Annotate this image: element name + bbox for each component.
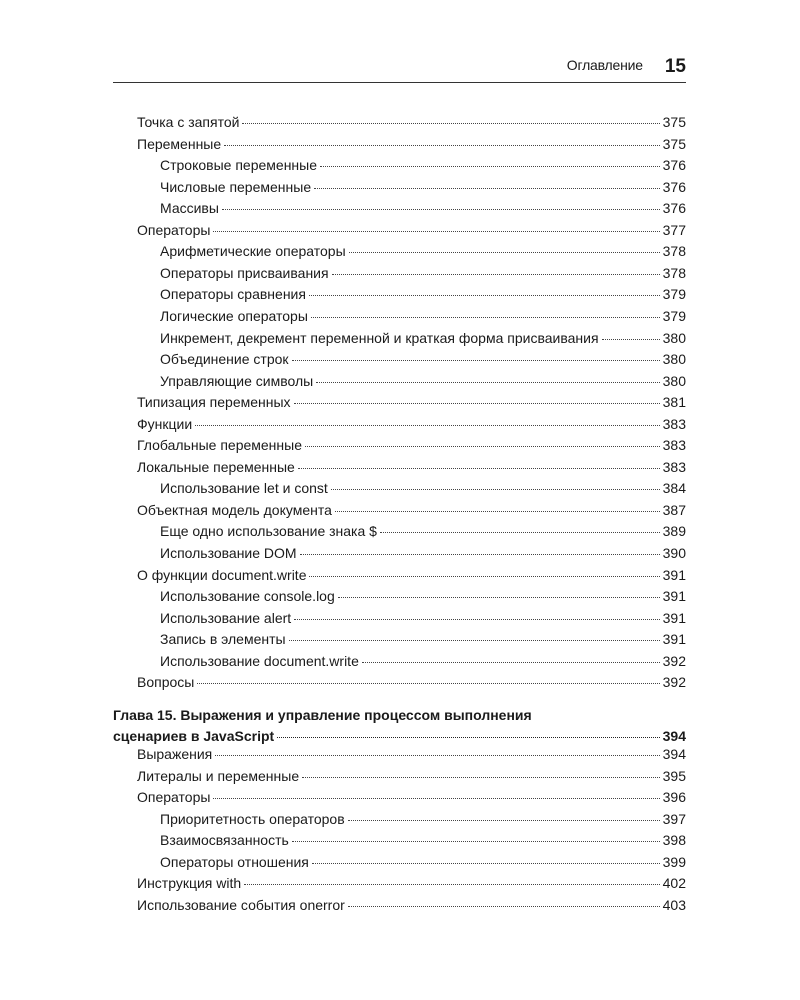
toc-entry <box>137 744 686 765</box>
dot-leader <box>316 382 659 383</box>
toc-entry-page: 392 <box>662 674 686 691</box>
toc-entry-title: Взаимосвязанность <box>160 832 289 849</box>
dot-leader <box>314 188 660 189</box>
dot-leader <box>305 446 660 447</box>
toc-entry <box>137 435 686 456</box>
dot-leader <box>215 755 659 756</box>
dot-leader <box>332 274 660 275</box>
toc-entry-title: Выражения <box>137 746 213 762</box>
dot-leader <box>294 403 660 404</box>
toc-entry-page: 383 <box>662 437 686 454</box>
toc-entry-page: 375 <box>662 114 686 130</box>
toc-entry-title: Использование DOM <box>160 545 297 561</box>
toc-entry-title: Запись в элементы <box>160 631 286 648</box>
toc-entry-page: 379 <box>662 286 686 303</box>
toc-entry-title: Объединение строк <box>160 351 289 368</box>
dot-leader <box>244 884 659 885</box>
dot-leader <box>292 841 660 842</box>
toc-entry-title: Использование console.log <box>160 588 335 605</box>
toc-entry-page: 395 <box>662 767 686 784</box>
toc-entry <box>137 787 686 808</box>
toc-entry-title: Использование document.write <box>160 652 359 669</box>
header-rule <box>113 82 686 83</box>
dot-leader <box>602 339 660 340</box>
dot-leader <box>338 597 660 598</box>
toc-entry <box>137 565 686 586</box>
toc-entry-title: Использование события onerror <box>137 896 345 913</box>
toc-entry-title: Управляющие символы <box>160 372 314 389</box>
toc-entry <box>160 349 686 370</box>
toc-entry-title: Типизация переменных <box>137 394 291 411</box>
toc-entry-title: Операторы <box>137 221 211 238</box>
toc-entry <box>160 586 686 607</box>
toc-entry-title: Инкремент, декремент переменной и краткая форма присваивания <box>160 329 599 346</box>
toc-entry-page: 380 <box>662 329 686 346</box>
page-number: 15 <box>664 56 686 77</box>
dot-leader <box>362 662 660 663</box>
toc-entry-title: сценариев в JavaScript <box>113 728 275 744</box>
toc-entry-title: Использование alert <box>160 609 292 626</box>
toc-entry-title: Вопросы <box>137 674 195 691</box>
toc-entry-title: Массивы <box>160 200 219 217</box>
toc-entry-title: Объектная модель документа <box>137 501 332 518</box>
dot-leader <box>197 683 659 684</box>
dot-leader <box>222 209 660 210</box>
dot-leader <box>294 619 659 620</box>
toc-entry-title: Локальные переменные <box>137 458 295 475</box>
toc-entry-page: 391 <box>662 588 686 605</box>
dot-leader <box>302 777 660 778</box>
toc-entry <box>137 414 686 435</box>
toc-entry-title: Приоритетность операторов <box>160 810 345 827</box>
dot-leader <box>309 295 660 296</box>
dot-leader <box>298 468 660 469</box>
toc-entry-title: Использование let и const <box>160 480 328 497</box>
toc-entry <box>137 672 686 693</box>
toc-entry-page: 379 <box>662 307 686 324</box>
dot-leader <box>331 489 660 490</box>
toc-entry-page: 398 <box>662 832 686 849</box>
toc-entry <box>160 629 686 650</box>
toc-entry <box>160 263 686 284</box>
toc-entry-title: Глобальные переменные <box>137 437 302 454</box>
toc-entry <box>160 852 686 873</box>
toc-entry-page: 380 <box>662 372 686 389</box>
toc-entry-page: 403 <box>662 896 686 913</box>
dot-leader <box>349 252 660 253</box>
toc-entry-page: 396 <box>662 789 686 806</box>
toc-entry-title: Строковые переменные <box>160 157 318 174</box>
toc-entry-title: Литералы и переменные <box>137 767 300 784</box>
toc-entry-title: Операторы <box>137 789 211 806</box>
toc-entry <box>137 134 686 155</box>
toc-entry-page: 402 <box>662 875 686 892</box>
toc-entry-page: 392 <box>662 652 686 669</box>
toc-entry <box>160 306 686 327</box>
dot-leader <box>292 360 660 361</box>
toc-entry <box>160 198 686 219</box>
toc-entry-title: Логические операторы <box>160 307 308 324</box>
toc-entry-page: 383 <box>662 458 686 475</box>
toc-entry <box>160 155 686 176</box>
toc-entry-title: Точка с запятой <box>137 114 240 130</box>
toc-entry-page: 391 <box>662 631 686 648</box>
toc-entry <box>137 457 686 478</box>
toc-entry-page: 378 <box>662 264 686 281</box>
toc-entry-page: 389 <box>662 523 686 540</box>
dot-leader <box>348 820 660 821</box>
toc-entry <box>137 766 686 787</box>
toc-entry-page: 381 <box>662 394 686 411</box>
toc-entry <box>137 112 686 133</box>
toc-entry <box>160 543 686 564</box>
dot-leader <box>300 554 660 555</box>
toc-entry-page: 391 <box>662 566 686 583</box>
dot-leader <box>348 906 660 907</box>
dot-leader <box>195 425 659 426</box>
toc-entry-title: Числовые переменные <box>160 178 312 195</box>
toc-entry <box>160 478 686 499</box>
toc-entry-title: Арифметические операторы <box>160 243 346 260</box>
dot-leader <box>312 863 660 864</box>
dot-leader <box>224 145 659 146</box>
dot-leader <box>213 798 659 799</box>
dot-leader <box>309 576 659 577</box>
chapter-title: Глава 15. Выражения и управление процессом выполнения <box>113 707 532 723</box>
dot-leader <box>213 231 659 232</box>
toc-entry <box>160 521 686 542</box>
running-head-section: Оглавление <box>566 57 643 73</box>
dot-leader <box>335 511 660 512</box>
toc-entry-title: Инструкция with <box>137 875 242 892</box>
toc-entry-page: 384 <box>662 480 686 497</box>
toc-entry-page: 383 <box>662 415 686 432</box>
toc-entry <box>160 177 686 198</box>
toc-entry-page: 380 <box>662 351 686 368</box>
toc-entry-title: Операторы отношения <box>160 853 309 870</box>
toc-entry-page: 394 <box>662 746 686 762</box>
toc-entry-page: 391 <box>662 609 686 626</box>
toc-entry-page: 375 <box>662 135 686 152</box>
toc-entry-page: 378 <box>662 243 686 260</box>
toc-entry-title: Функции <box>137 415 193 432</box>
toc-entry-page: 399 <box>662 853 686 870</box>
running-head <box>113 56 686 82</box>
toc-entry-page: 376 <box>662 178 686 195</box>
toc-entry <box>137 220 686 241</box>
toc-entry <box>160 608 686 629</box>
toc-entry <box>137 873 686 894</box>
toc-entry <box>137 392 686 413</box>
dot-leader <box>242 123 659 124</box>
toc-entry <box>160 371 686 392</box>
toc-entry <box>137 500 686 521</box>
toc-entry-page: 376 <box>662 200 686 217</box>
toc-entry-page: 397 <box>662 810 686 827</box>
toc-entry-title: Операторы присваивания <box>160 264 329 281</box>
toc-entry-page: 377 <box>662 221 686 238</box>
dot-leader <box>320 166 660 167</box>
toc-entry <box>137 895 686 916</box>
toc-entry-page: 387 <box>662 501 686 518</box>
toc-entry-title: О функции document.write <box>137 566 307 583</box>
toc-entry-page: 394 <box>662 728 686 744</box>
toc-entry <box>160 328 686 349</box>
toc-entry-title: Операторы сравнения <box>160 286 306 303</box>
toc-entry-title: Еще одно использование знака $ <box>160 523 377 540</box>
toc-entry <box>160 284 686 305</box>
toc-entry-page: 390 <box>662 545 686 561</box>
toc-entry <box>160 809 686 830</box>
dot-leader <box>311 317 660 318</box>
toc-entry <box>160 830 686 851</box>
toc-entry-title: Переменные <box>137 135 222 152</box>
dot-leader <box>289 640 660 641</box>
toc-entry <box>160 651 686 672</box>
dot-leader <box>380 532 660 533</box>
toc-entry-page: 376 <box>662 157 686 174</box>
toc-entry <box>160 241 686 262</box>
dot-leader <box>277 737 659 738</box>
